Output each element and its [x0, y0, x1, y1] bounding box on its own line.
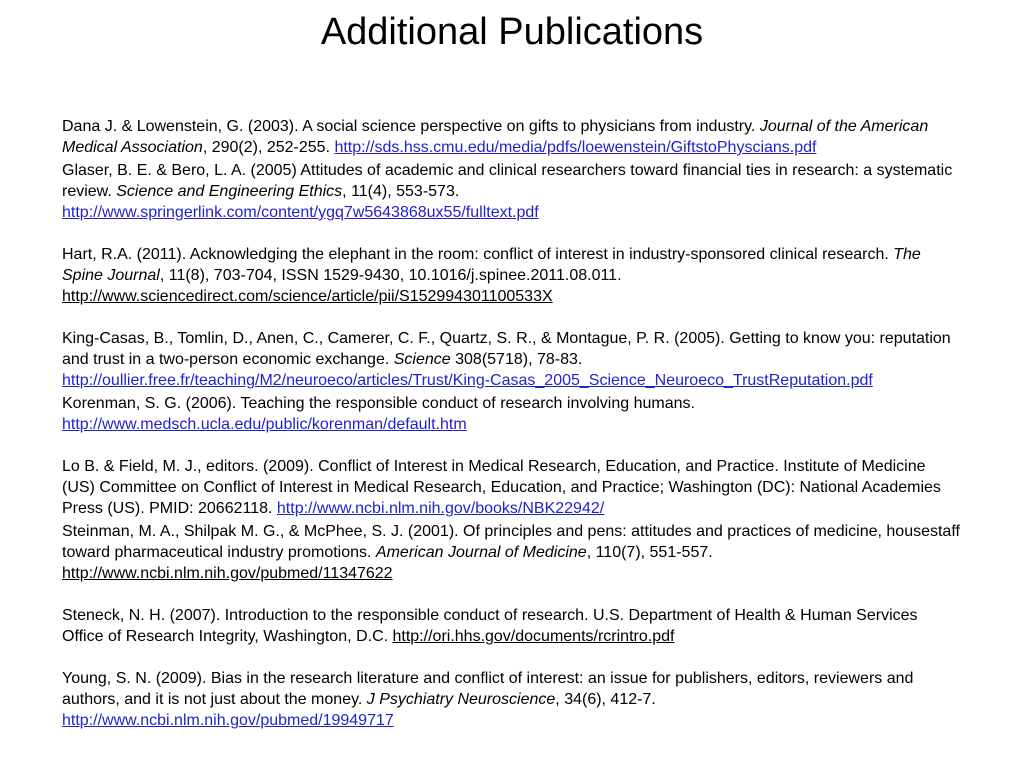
- reference-citation: , 34(6), 412-7.: [555, 691, 656, 708]
- reference-steneck: [62, 605, 962, 647]
- journal-title: Science and Engineering Ethics: [116, 183, 343, 200]
- journal-title: J Psychiatry Neuroscience: [366, 691, 556, 708]
- reference-king-casas: [62, 328, 962, 391]
- reference-link[interactable]: http://www.ncbi.nlm.nih.gov/pubmed/11347622: [62, 565, 393, 582]
- journal-title: The Spine Journal: [62, 246, 921, 284]
- reference-text: Lo B. & Field, M. J., editors. (2009). Conflict of Interest in Medical Research, Education, and Practice. Institute of Medicine (US) Committee on Conflict of Interest in Medical Research, Education, and Practice; Washington (DC): National Academies Press (US). PMID: 20662118.: [62, 458, 941, 517]
- reference-link[interactable]: http://ori.hhs.gov/documents/rcrintro.pdf: [392, 628, 675, 645]
- reference-text: Young, S. N. (2009). Bias in the research literature and conflict of interest: an issue for publishers, editors, reviewers and authors, and it is not just about the money.: [62, 670, 914, 708]
- reference-hart: [62, 244, 962, 307]
- reference-glaser: [62, 160, 962, 223]
- reference-dana: [62, 116, 962, 158]
- reference-text: Hart, R.A. (2011). Acknowledging the elephant in the room: conflict of interest in industry-sponsored clinical research.: [62, 246, 894, 263]
- reference-citation: , 11(8), 703-704, ISSN 1529-9430, 10.1016/j.spinee.2011.08.011.: [159, 267, 622, 284]
- reference-link[interactable]: http://www.medsch.ucla.edu/public/korenman/default.htm: [62, 416, 467, 433]
- reference-list: [62, 116, 962, 731]
- reference-korenman: [62, 393, 962, 435]
- page-title: Additional Publications: [320, 11, 704, 53]
- reference-link[interactable]: http://www.sciencedirect.com/science/article/pii/S152994301100533X: [62, 288, 553, 305]
- reference-link[interactable]: http://oullier.free.fr/teaching/M2/neuroeco/articles/Trust/King-Casas_2005_Science_Neuroeco_TrustReputation.pdf: [62, 372, 873, 389]
- reference-text: Dana J. & Lowenstein, G. (2003). A social science perspective on gifts to physicians from industry.: [62, 118, 760, 135]
- reference-text: Korenman, S. G. (2006). Teaching the responsible conduct of research involving humans.: [62, 395, 695, 412]
- reference-citation: , 11(4), 553-573.: [342, 183, 460, 200]
- reference-citation: 308(5718), 78-83.: [450, 351, 583, 368]
- reference-link[interactable]: http://sds.hss.cmu.edu/media/pdfs/loewenstein/GiftstoPhyscians.pdf: [334, 139, 817, 156]
- journal-title: Science: [393, 351, 451, 368]
- journal-title: Journal of the American Medical Association: [62, 118, 929, 156]
- reference-text: Steinman, M. A., Shilpak M. G., & McPhee, S. J. (2001). Of principles and pens: attitudes and practices of medicine, housestaff toward pharmaceutical industry promotions.: [62, 523, 960, 561]
- reference-young: [62, 668, 962, 731]
- reference-link[interactable]: http://www.ncbi.nlm.nih.gov/books/NBK22942/: [276, 500, 605, 517]
- reference-text: King-Casas, B., Tomlin, D., Anen, C., Camerer, C. F., Quartz, S. R., & Montague, P. R. (2005). Getting to know you: reputation and trust in a two-person economic exchange.: [62, 330, 951, 368]
- reference-text: Glaser, B. E. & Bero, L. A. (2005) Attitudes of academic and clinical researchers toward financial ties in research: a systematic review.: [62, 162, 953, 200]
- reference-text: Steneck, N. H. (2007). Introduction to the responsible conduct of research. U.S. Department of Health & Human Services Office of Research Integrity, Washington, D.C.: [62, 607, 918, 645]
- reference-citation: , 290(2), 252-255.: [202, 139, 335, 156]
- reference-link[interactable]: http://www.springerlink.com/content/ygq7w5643868ux55/fulltext.pdf: [62, 204, 539, 221]
- reference-citation: , 110(7), 551-557.: [586, 544, 713, 561]
- reference-steinman: [62, 521, 962, 584]
- reference-link[interactable]: http://www.ncbi.nlm.nih.gov/pubmed/19949717: [62, 712, 394, 729]
- journal-title: American Journal of Medicine: [375, 544, 587, 561]
- reference-lo: [62, 456, 962, 519]
